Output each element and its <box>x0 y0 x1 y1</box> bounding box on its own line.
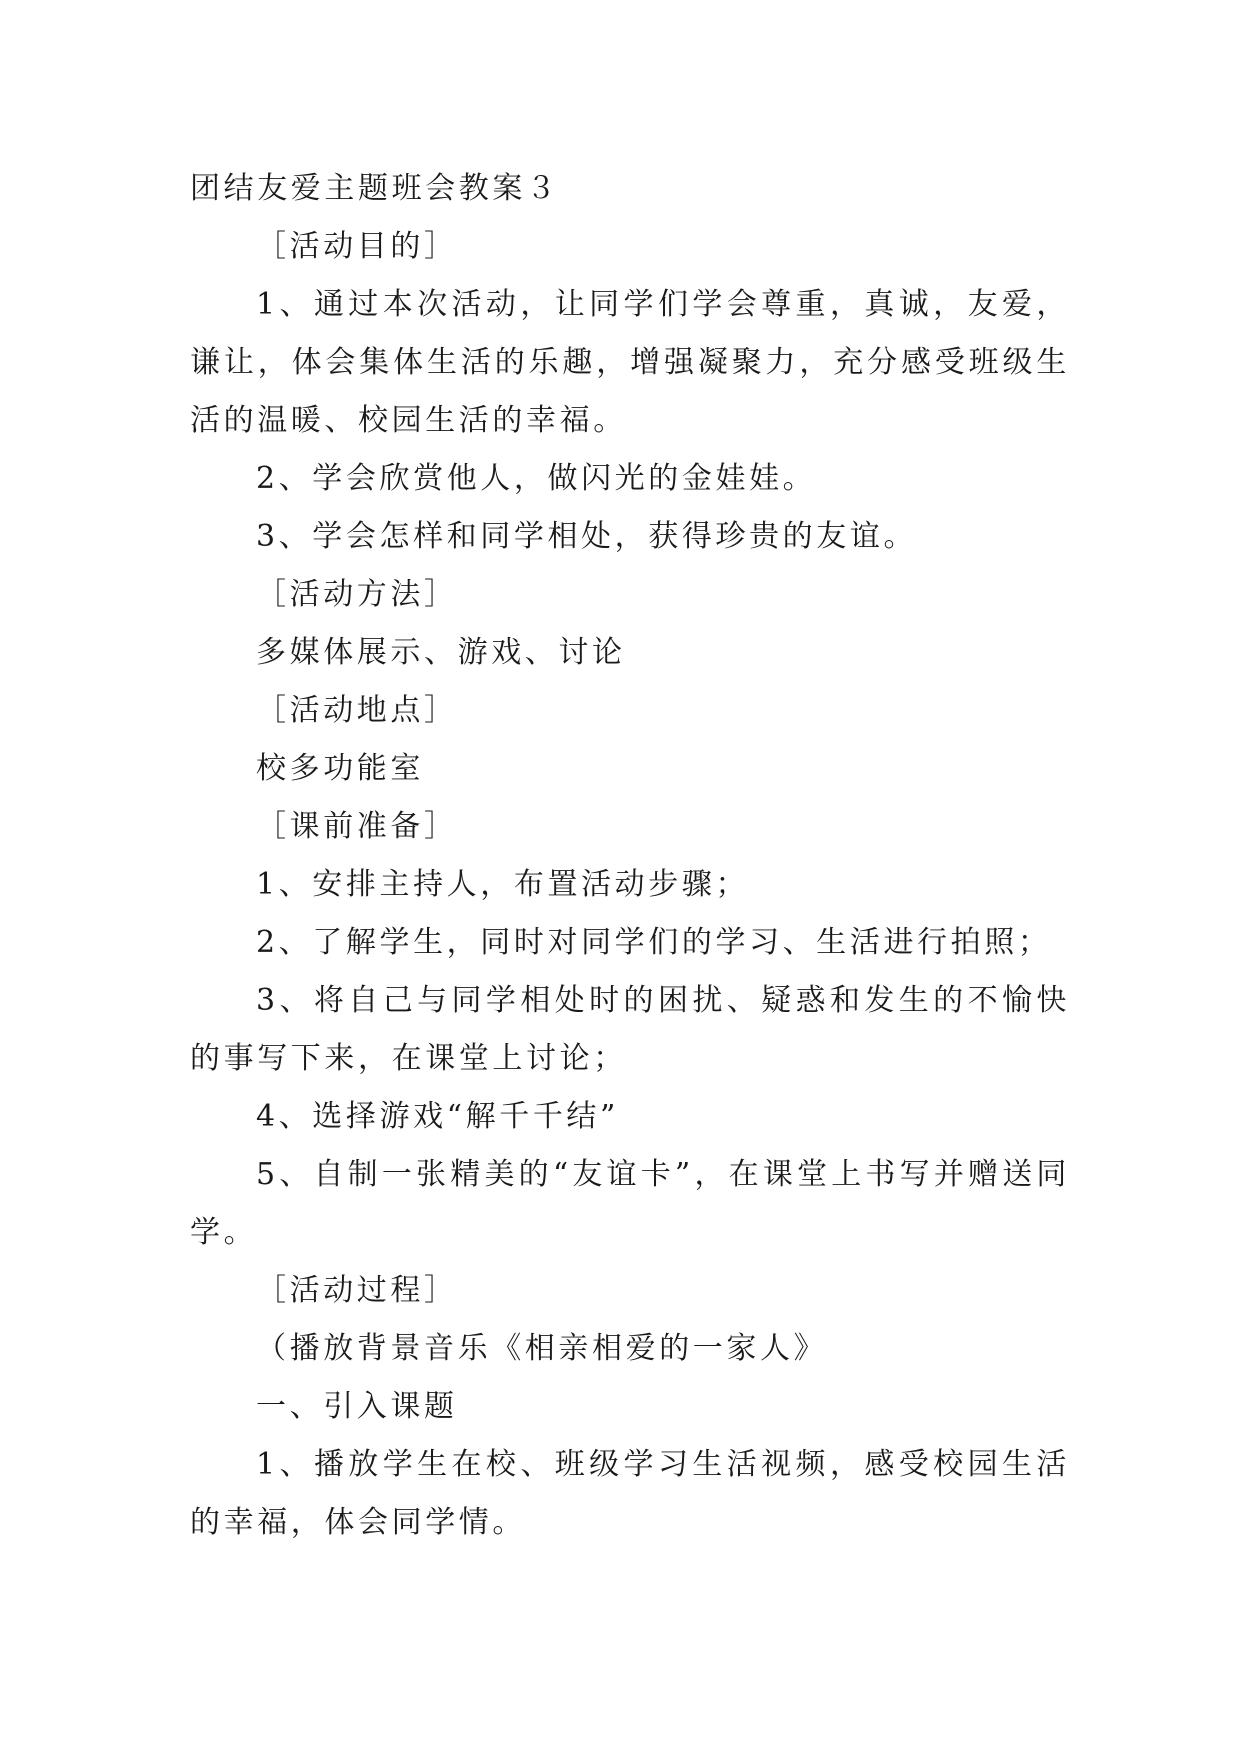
paragraph-purpose-3: 3、学会怎样和同学相处，获得珍贵的友谊。 <box>256 519 918 554</box>
section-heading-method: ［活动方法］ <box>256 577 458 612</box>
document-title: 团结友爱主题班会教案３ <box>190 171 560 206</box>
paragraph-introduction-1: 1、播放学生在校、班级学习生活视频，感受校园生活的幸福，体会同学情。 <box>190 1447 1070 1540</box>
paragraph-purpose-2: 2、学会欣赏他人，做闪光的金娃娃。 <box>256 461 817 496</box>
paragraph-preparation-5: 5、自制一张精美的“友谊卡”，在课堂上书写并赠送同学。 <box>190 1157 1070 1250</box>
paragraph-preparation-1: 1、安排主持人，布置活动步骤； <box>256 867 750 902</box>
paragraph-background-music: （播放背景音乐《相亲相爱的一家人》 <box>256 1331 828 1366</box>
paragraph-purpose-1: 1、通过本次活动，让同学们学会尊重，真诚，友爱，谦让，体会集体生活的乐趣，增强凝聚力，充分感受班级生活的温暖、校园生活的幸福。 <box>190 287 1070 438</box>
paragraph-preparation-3: 3、将自己与同学相处时的困扰、疑惑和发生的不愉快的事写下来，在课堂上讨论； <box>190 983 1070 1076</box>
paragraph-preparation-2: 2、了解学生，同时对同学们的学习、生活进行拍照； <box>256 925 1052 960</box>
document-body <box>190 160 1070 1552</box>
paragraph-method: 多媒体展示、游戏、讨论 <box>256 635 626 670</box>
paragraph-location: 校多功能室 <box>256 751 424 786</box>
section-heading-process: ［活动过程］ <box>256 1273 458 1308</box>
section-heading-location: ［活动地点］ <box>256 693 458 728</box>
subheading-introduction: 一、引入课题 <box>256 1389 458 1424</box>
paragraph-preparation-4: 4、选择游戏“解千千结” <box>256 1099 619 1134</box>
section-heading-purpose: ［活动目的］ <box>256 229 458 264</box>
section-heading-preparation: ［课前准备］ <box>256 809 458 844</box>
